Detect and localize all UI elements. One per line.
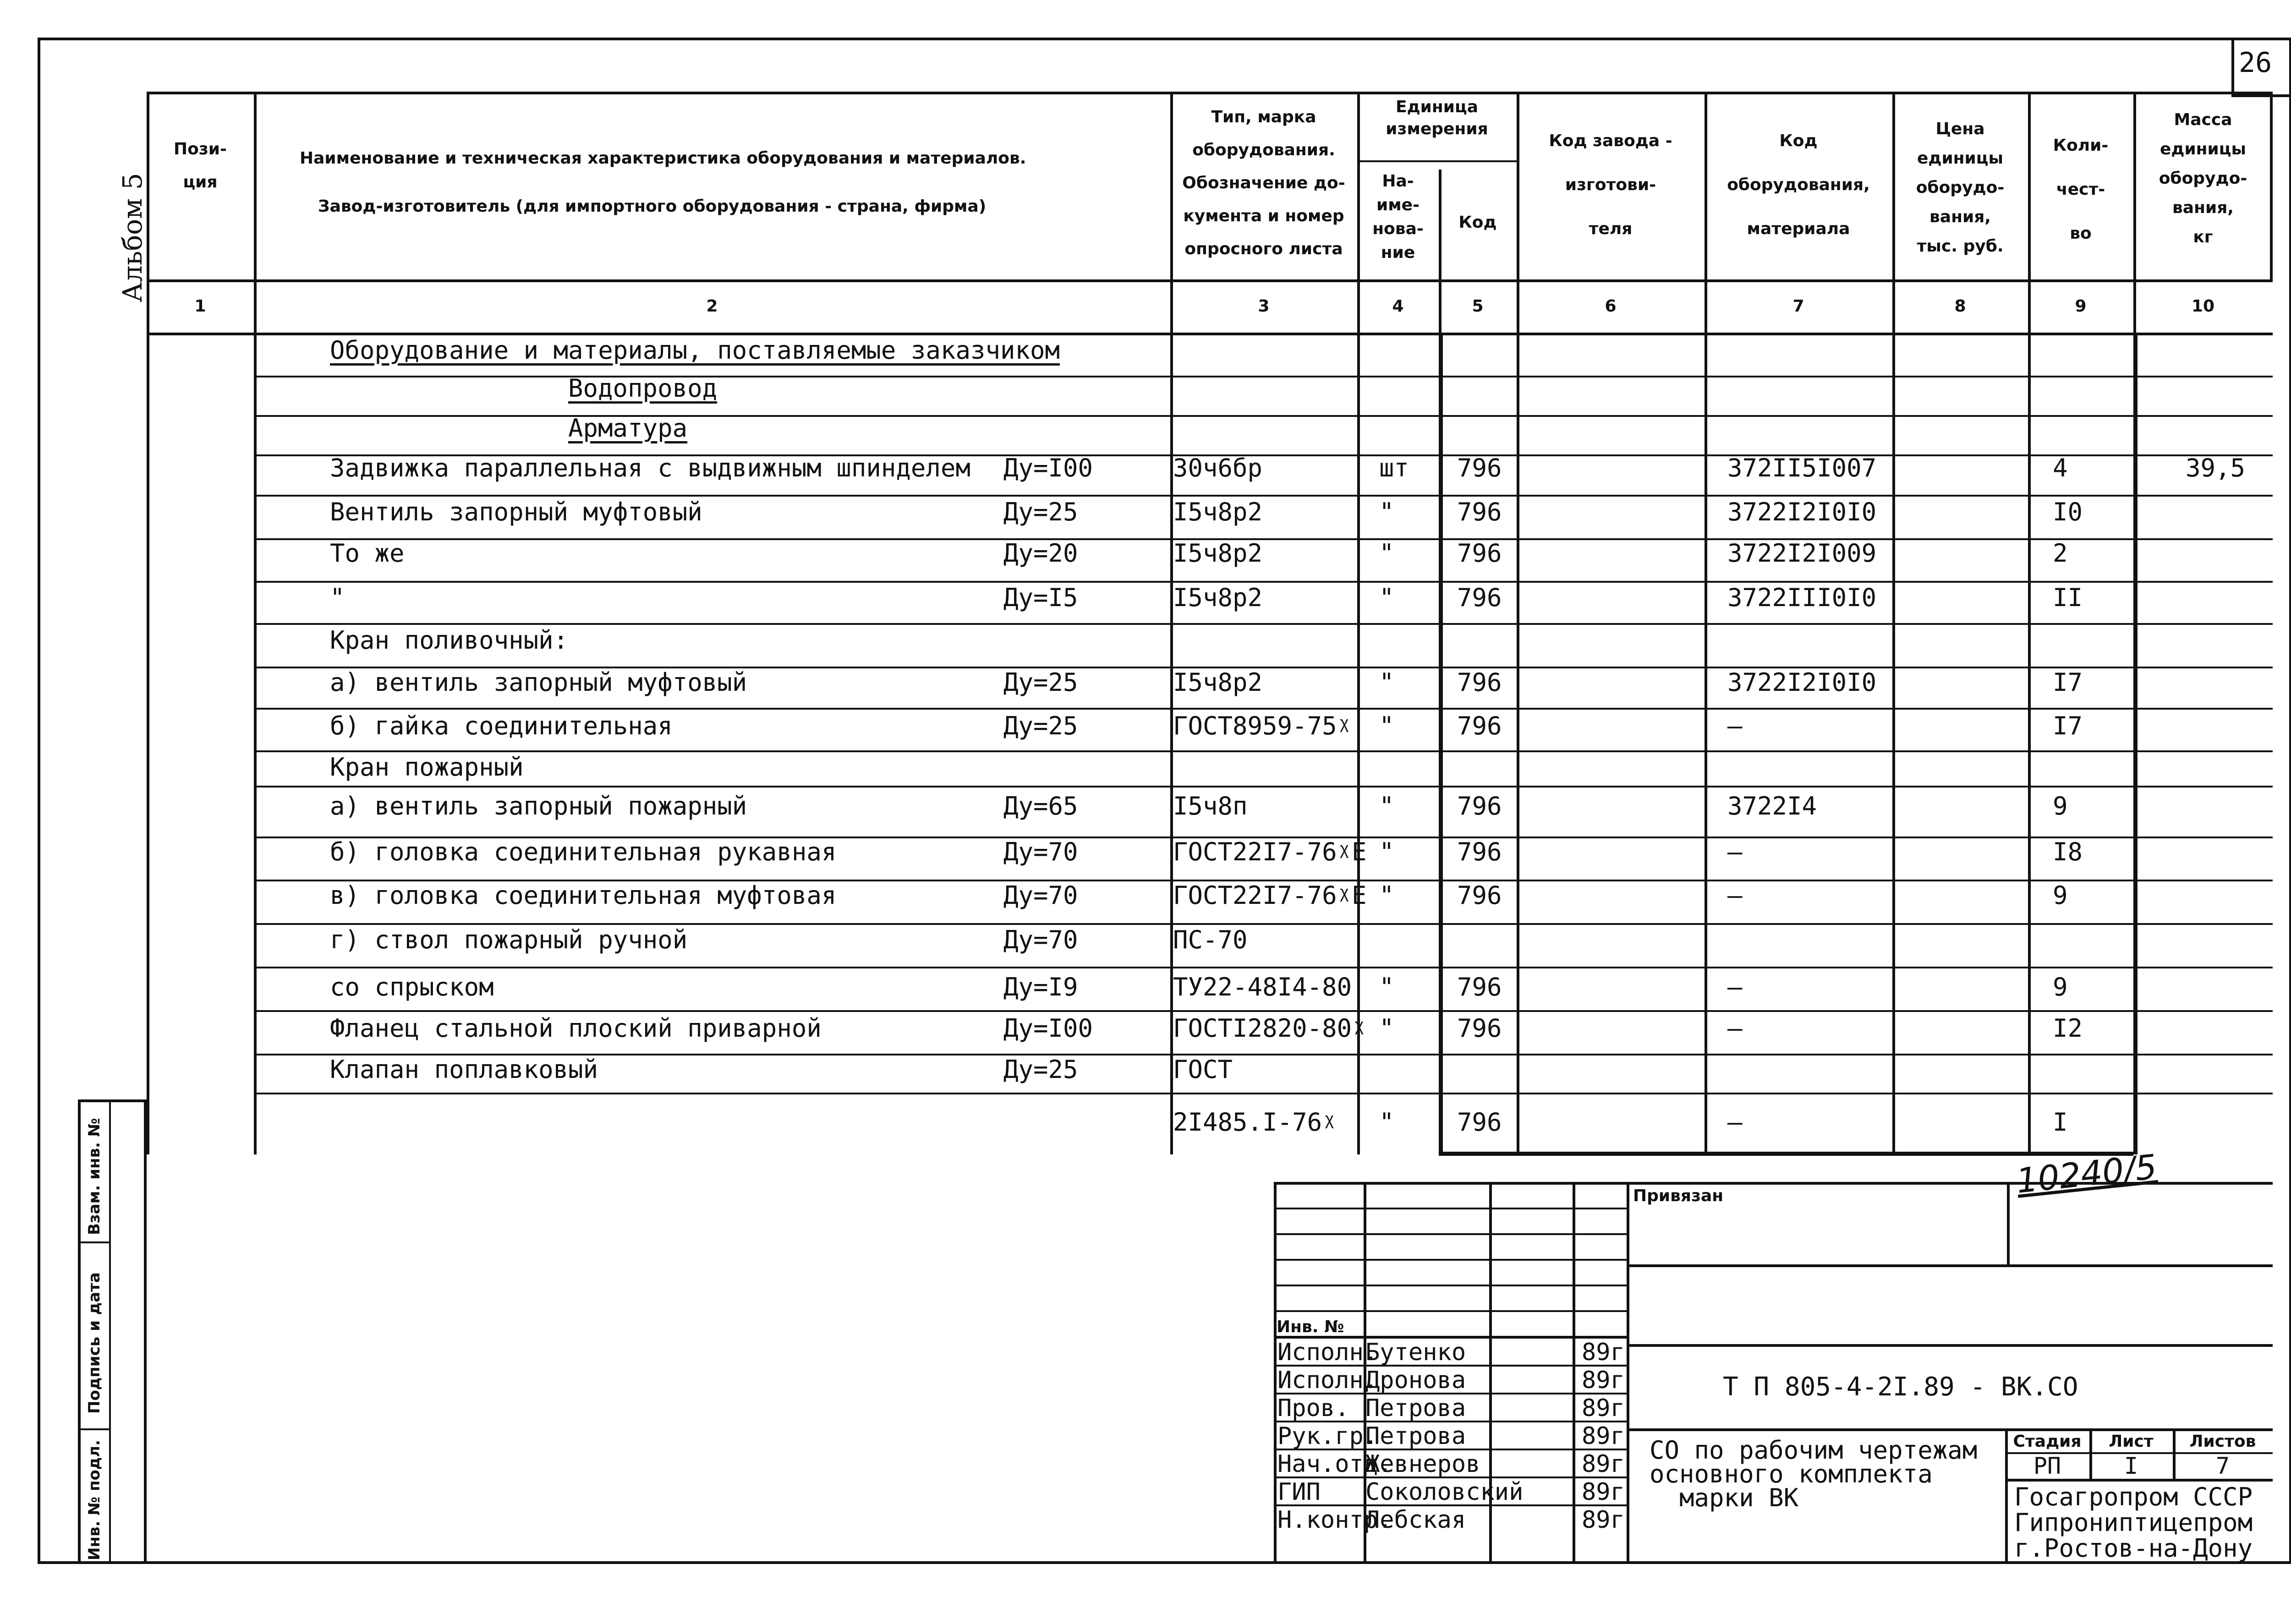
- signer-role: Нач.отд.: [1277, 1450, 1392, 1478]
- inv-number-label: Инв. №: [1277, 1318, 1344, 1336]
- signer-name: Соколовский: [1365, 1478, 1524, 1506]
- signer-name: Дронова: [1365, 1367, 1466, 1394]
- quantity: 9: [2053, 973, 2068, 1001]
- table-row: [147, 669, 2273, 701]
- quantity: I7: [2053, 711, 2083, 740]
- type-mark: I5ч8р2: [1173, 583, 1263, 612]
- col-number: 4: [1392, 297, 1404, 316]
- unit-code: 796: [1457, 454, 1502, 482]
- equipment-code: 3722I2I0I0: [1727, 498, 1877, 526]
- side-stamp: [78, 1099, 147, 1564]
- unit-name: ": [1379, 668, 1394, 697]
- type-mark: ГОСТI2820-80ᵡ: [1173, 1014, 1367, 1043]
- item-name: Арматура: [568, 414, 688, 443]
- unit-code: 796: [1457, 973, 1502, 1001]
- nominal-diameter: Ду=25: [1003, 1055, 1078, 1084]
- equipment-code: –: [1727, 1014, 1743, 1043]
- quantity: I: [2053, 1108, 2068, 1137]
- type-mark: 2I485.I-76ᵡ: [1173, 1108, 1337, 1137]
- col-number: 10: [2191, 297, 2215, 316]
- handwritten-number: 10240/5: [2014, 1147, 2159, 1201]
- item-name: То же: [330, 539, 405, 568]
- table-row: [147, 337, 2273, 369]
- table-row: [147, 712, 2273, 744]
- unit-name: ": [1379, 837, 1394, 866]
- item-name: ": [330, 583, 345, 612]
- album-label: Альбом 5: [117, 173, 148, 302]
- type-mark: I5ч8р2: [1173, 668, 1263, 697]
- inv-podl-label: Инв. № подл.: [85, 1439, 104, 1560]
- equipment-code: 3722I4: [1727, 792, 1817, 820]
- nominal-diameter: Ду=25: [1003, 711, 1078, 740]
- signer-name: Жевнеров: [1365, 1450, 1480, 1478]
- header-unit-name: На- име- нова- ние: [1372, 172, 1424, 262]
- quantity: I2: [2053, 1014, 2083, 1043]
- signer-date: 89г: [1582, 1450, 1625, 1478]
- unit-name: ": [1379, 881, 1394, 910]
- item-name: Оборудование и материалы, поставляемые заказчиком: [330, 336, 1060, 365]
- sheet-value: I: [2124, 1453, 2138, 1479]
- quantity: 9: [2053, 792, 2068, 820]
- type-mark: I5ч8п: [1173, 792, 1248, 820]
- item-name: а) вентиль запорный муфтовый: [330, 668, 747, 697]
- quantity: I0: [2053, 498, 2083, 526]
- table-row: [147, 754, 2273, 786]
- table-row: [147, 1109, 2273, 1141]
- equipment-code: –: [1727, 711, 1743, 740]
- table-row: [147, 973, 2273, 1006]
- item-name: г) ствол пожарный ручной: [330, 925, 688, 954]
- unit-name: ": [1379, 1108, 1394, 1137]
- sheet-label: Лист: [2109, 1432, 2154, 1451]
- col-number: 9: [2075, 297, 2087, 316]
- type-mark: I5ч8р2: [1173, 498, 1263, 526]
- nominal-diameter: Ду=70: [1003, 881, 1078, 910]
- signer-date: 89г: [1582, 1394, 1625, 1422]
- type-mark: ГОСТ: [1173, 1055, 1233, 1084]
- equipment-code: –: [1727, 837, 1743, 866]
- nominal-diameter: Ду=25: [1003, 668, 1078, 697]
- table-row: [147, 838, 2273, 870]
- item-name: Вентиль запорный муфтовый: [330, 498, 702, 526]
- equipment-code: 372II5I007: [1727, 454, 1877, 482]
- signer-name: Лебская: [1365, 1506, 1466, 1534]
- header-name: Наименование и техническая характеристика оборудования и материалов.: [300, 149, 1026, 168]
- type-mark: ГОСТ22I7-76ᵡЕ: [1173, 837, 1367, 866]
- nominal-diameter: Ду=65: [1003, 792, 1078, 820]
- quantity: 4: [2053, 454, 2068, 482]
- stage-value: РП: [2033, 1453, 2061, 1479]
- nominal-diameter: Ду=25: [1003, 498, 1078, 526]
- privyazan-label: Привязан: [1633, 1187, 1724, 1205]
- quantity: I8: [2053, 837, 2083, 866]
- unit-code: 796: [1457, 792, 1502, 820]
- table-row: [147, 1056, 2273, 1088]
- item-name: б) головка соединительная рукавная: [330, 837, 837, 866]
- signer-date: 89г: [1582, 1478, 1625, 1506]
- stage-label: Стадия: [2013, 1432, 2082, 1451]
- signer-role: Рук.гр.: [1277, 1422, 1378, 1450]
- document-description: СО по рабочим чертежам основного комплекта марки ВК: [1650, 1436, 1978, 1512]
- item-name: Кран пожарный: [330, 753, 524, 782]
- table-row: [147, 415, 2273, 447]
- table-row: [147, 793, 2273, 825]
- nominal-diameter: Ду=I00: [1003, 454, 1093, 482]
- signer-date: 89г: [1582, 1339, 1625, 1366]
- quantity: II: [2053, 583, 2083, 612]
- unit-name: ": [1379, 583, 1394, 612]
- item-name: в) головка соединительная муфтовая: [330, 881, 837, 910]
- signer-role: Пров.: [1277, 1394, 1349, 1422]
- nominal-diameter: Ду=70: [1003, 837, 1078, 866]
- unit-code: 796: [1457, 668, 1502, 697]
- item-name: Задвижка параллельная с выдвижным шпинделем: [330, 454, 970, 482]
- signer-role: Н.контр.: [1277, 1506, 1392, 1534]
- signer-name: Петрова: [1365, 1422, 1466, 1450]
- page-number: 26: [2239, 47, 2272, 79]
- spec-table: [147, 92, 2273, 1154]
- unit-name: ": [1379, 539, 1394, 568]
- signer-name: Петрова: [1365, 1394, 1466, 1422]
- col-number: 6: [1605, 297, 1617, 316]
- organization: Госагропром СССР Гипрониптицепром г.Ростов-на-Дону: [2014, 1482, 2253, 1563]
- signer-role: ГИП: [1277, 1478, 1321, 1506]
- unit-name: ": [1379, 973, 1394, 1001]
- header-mass: Масса единицы оборудо- вания, кг: [2159, 110, 2247, 246]
- type-mark: ПС-70: [1173, 925, 1248, 954]
- type-mark: ГОСТ22I7-76ᵡЕ: [1173, 881, 1367, 910]
- page-number-box: [2231, 38, 2291, 97]
- quantity: 9: [2053, 881, 2068, 910]
- unit-code: 796: [1457, 498, 1502, 526]
- header-equipment-code: Код оборудования, материала: [1727, 131, 1870, 238]
- unit-code: 796: [1457, 1014, 1502, 1043]
- equipment-code: 3722I2I0I0: [1727, 668, 1877, 697]
- unit-name: ": [1379, 498, 1394, 526]
- equipment-code: –: [1727, 973, 1743, 1001]
- equipment-code: –: [1727, 1108, 1743, 1137]
- table-row: [147, 1015, 2273, 1047]
- unit-name: ": [1379, 711, 1394, 740]
- col-number: 1: [194, 297, 206, 316]
- quantity: 2: [2053, 539, 2068, 568]
- unit-code: 796: [1457, 711, 1502, 740]
- col-number: 7: [1792, 297, 1804, 316]
- header-quantity: Коли- чест- во: [2053, 136, 2109, 243]
- podpis-data-label: Подпись и дата: [85, 1272, 104, 1414]
- unit-code: 796: [1457, 539, 1502, 568]
- unit-code: 796: [1457, 583, 1502, 612]
- item-name: а) вентиль запорный пожарный: [330, 792, 747, 820]
- nominal-diameter: Ду=I5: [1003, 583, 1078, 612]
- item-name: Клапан поплавковый: [330, 1055, 598, 1084]
- table-row: [147, 627, 2273, 659]
- sheets-value: 7: [2215, 1453, 2230, 1479]
- unit-name: шт: [1379, 454, 1409, 482]
- vzam-inv-label: Взам. инв. №: [85, 1118, 104, 1235]
- nominal-diameter: Ду=20: [1003, 539, 1078, 568]
- nominal-diameter: Ду=70: [1003, 925, 1078, 954]
- col-number: 5: [1472, 297, 1484, 316]
- unit-code: 796: [1457, 837, 1502, 866]
- item-name: б) гайка соединительная: [330, 711, 673, 740]
- signer-date: 89г: [1582, 1367, 1625, 1394]
- type-mark: ТУ22-48I4-80: [1173, 973, 1352, 1001]
- col-number: 2: [706, 297, 718, 316]
- signer-date: 89г: [1582, 1506, 1625, 1534]
- item-name: Кран поливочный:: [330, 626, 569, 655]
- table-row: [147, 882, 2273, 914]
- table-row: [147, 540, 2273, 572]
- signer-date: 89г: [1582, 1422, 1625, 1450]
- unit-name: ": [1379, 1014, 1394, 1043]
- unit-code: 796: [1457, 1108, 1502, 1137]
- document-code: Т П 805-4-2I.89 - ВК.СО: [1723, 1372, 2078, 1402]
- signer-role: Исполн.: [1277, 1367, 1378, 1394]
- unit-mass: 39,5: [2186, 454, 2246, 482]
- table-row: [147, 584, 2273, 616]
- header-plant-code: Код завода - изготови- теля: [1549, 131, 1672, 238]
- table-row: [147, 926, 2273, 958]
- nominal-diameter: Ду=I00: [1003, 1014, 1093, 1043]
- table-row: [147, 375, 2273, 407]
- type-mark: ГОСТ8959-75ᵡ: [1173, 711, 1352, 740]
- header-unit-code: Код: [1458, 213, 1497, 232]
- item-name: Водопровод: [568, 374, 718, 403]
- unit-code: 796: [1457, 881, 1502, 910]
- quantity: I7: [2053, 668, 2083, 697]
- item-name: Фланец стальной плоский приварной: [330, 1014, 822, 1043]
- type-mark: 30ч6бр: [1173, 454, 1263, 482]
- signer-name: Бутенко: [1365, 1339, 1466, 1366]
- table-row: [147, 498, 2273, 530]
- equipment-code: –: [1727, 881, 1743, 910]
- item-name: со спрыском: [330, 973, 494, 1001]
- sheets-label: Листов: [2189, 1432, 2256, 1451]
- title-block: [1274, 1182, 2273, 1564]
- signer-role: Исполн.: [1277, 1339, 1378, 1366]
- equipment-code: 3722I2I009: [1727, 539, 1877, 568]
- header-manufacturer: Завод-изготовитель (для импортного оборудования - страна, фирма): [318, 197, 987, 216]
- unit-name: ": [1379, 792, 1394, 820]
- col-number: 3: [1258, 297, 1270, 316]
- table-row: [147, 454, 2273, 487]
- nominal-diameter: Ду=I9: [1003, 973, 1078, 1001]
- header-unit: Единица измерения: [1386, 98, 1488, 138]
- type-mark: I5ч8р2: [1173, 539, 1263, 568]
- header-position: Пози- ция: [174, 140, 227, 191]
- header-type: Тип, марка оборудования. Обозначение до- кумента и номер опросного листа: [1182, 108, 1345, 258]
- col-number: 8: [1954, 297, 1966, 316]
- header-price: Цена единицы оборудо- вания, тыс. руб.: [1916, 120, 2005, 256]
- equipment-code: 3722III0I0: [1727, 583, 1877, 612]
